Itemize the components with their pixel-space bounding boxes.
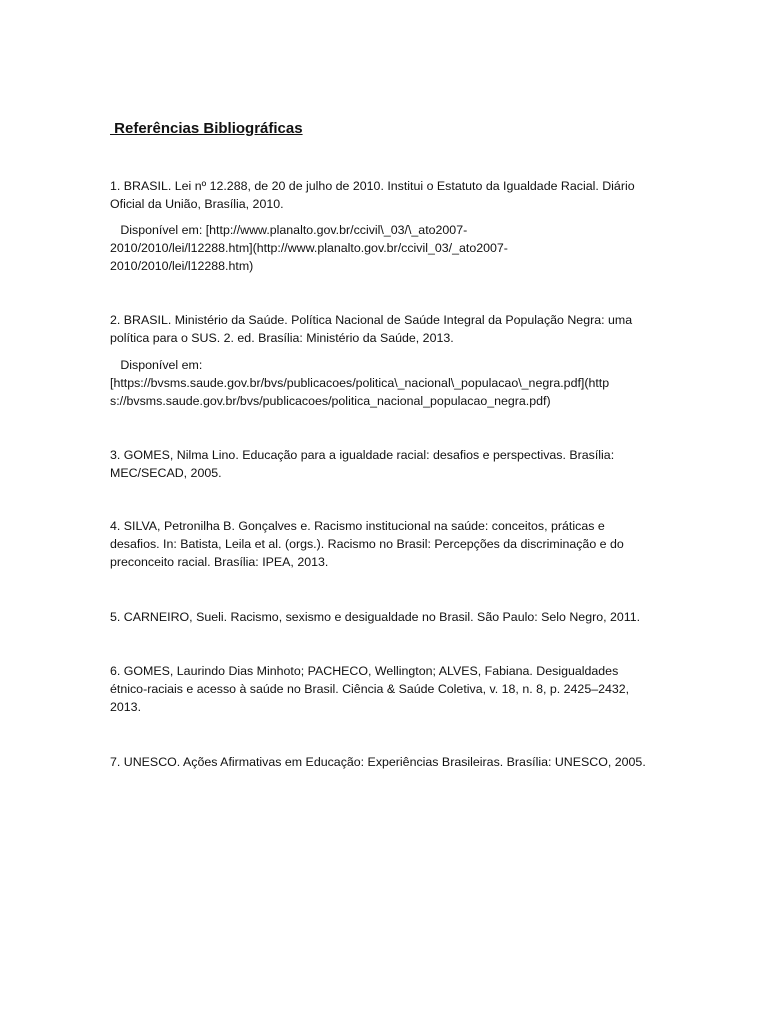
reference-4-line-1: 4. SILVA, Petronilha B. Gonçalves e. Racismo institucional na saúde: conceitos, práticas e xyxy=(110,519,605,533)
reference-2 xyxy=(110,311,660,347)
reference-1-link-line-2: 2010/2010/lei/l12288.htm](http://www.planalto.gov.br/ccivil_03/_ato2007- xyxy=(110,241,508,256)
page-title: Referências Bibliográficas xyxy=(110,120,303,137)
reference-6 xyxy=(110,662,660,717)
reference-3-line-2: MEC/SECAD, 2005. xyxy=(110,466,222,481)
reference-6-line-2: étnico-raciais e acesso à saúde no Brasil. Ciência & Saúde Coletiva, v. 18, n. 8, p. 2425–2432, xyxy=(110,682,630,697)
reference-4 xyxy=(110,517,660,572)
reference-3 xyxy=(110,446,660,482)
reference-2-link-line-1: Disponível em: xyxy=(110,358,203,372)
reference-1-line-1: 1. BRASIL. Lei nº 12.288, de 20 de julho de 2010. Institui o Estatuto da Igualdade Racial. Diário xyxy=(110,179,635,193)
reference-6-line-1: 6. GOMES, Laurindo Dias Minhoto; PACHECO, Wellington; ALVES, Fabiana. Desigualdades xyxy=(110,664,619,678)
reference-6-line-3: 2013. xyxy=(110,700,142,715)
reference-2-link-line-3: s://bvsms.saude.gov.br/bvs/publicacoes/politica_nacional_populacao_negra.pdf) xyxy=(110,394,551,409)
reference-1-link-line-1: Disponível em: [http://www.planalto.gov.br/ccivil\_03/\_ato2007- xyxy=(110,223,468,237)
reference-2-line-2: política para o SUS. 2. ed. Brasília: Ministério da Saúde, 2013. xyxy=(110,331,454,346)
reference-1-line-2: Oficial da União, Brasília, 2010. xyxy=(110,197,284,212)
reference-5 xyxy=(110,608,660,626)
reference-7-line-1: 7. UNESCO. Ações Afirmativas em Educação: Experiências Brasileiras. Brasília: UNESCO, 2005. xyxy=(110,755,646,769)
reference-1-link-line-3: 2010/2010/lei/l12288.htm) xyxy=(110,259,254,274)
reference-5-line-1: 5. CARNEIRO, Sueli. Racismo, sexismo e desigualdade no Brasil. São Paulo: Selo Negro, 2011. xyxy=(110,610,641,624)
reference-1 xyxy=(110,177,660,213)
reference-2-link-line-2: [https://bvsms.saude.gov.br/bvs/publicacoes/politica\_nacional\_populacao\_negra.pdf](http xyxy=(110,376,610,391)
reference-4-line-2: desafios. In: Batista, Leila et al. (orgs.). Racismo no Brasil: Percepções da discriminação e do xyxy=(110,537,624,552)
reference-2-line-1: 2. BRASIL. Ministério da Saúde. Política Nacional de Saúde Integral da População Negra: uma xyxy=(110,313,633,327)
reference-1-availability xyxy=(110,221,660,276)
reference-2-availability xyxy=(110,356,660,411)
reference-4-line-3: preconceito racial. Brasília: IPEA, 2013. xyxy=(110,555,329,570)
reference-7 xyxy=(110,753,660,771)
reference-3-line-1: 3. GOMES, Nilma Lino. Educação para a igualdade racial: desafios e perspectivas. Brasília: xyxy=(110,448,615,462)
